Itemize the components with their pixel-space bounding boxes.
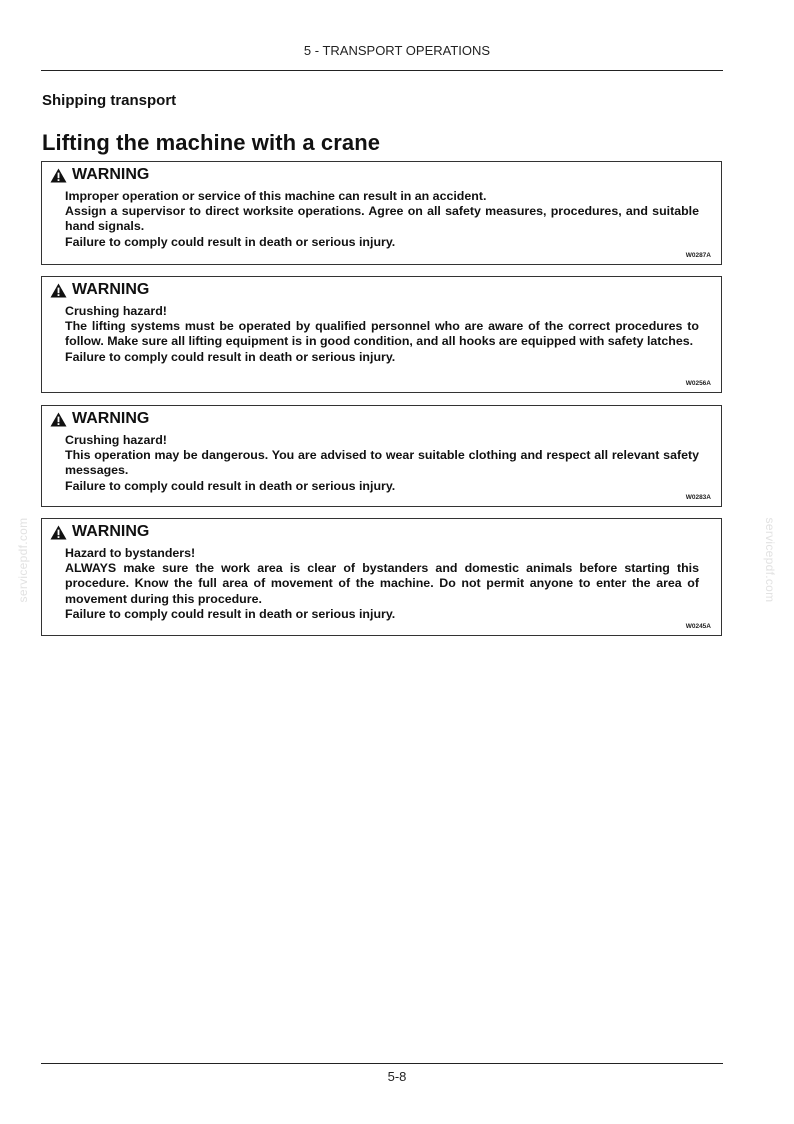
warning-heading [50, 281, 149, 299]
warning-triangle-icon [50, 525, 67, 540]
warning-body [65, 433, 699, 494]
warning-code: W0287A [685, 252, 711, 259]
warning-line: Crushing hazard! [65, 433, 167, 447]
warning-line: Improper operation or service of this machine can result in an accident. [65, 189, 487, 203]
warning-code: W0283A [685, 494, 711, 501]
warning-box-1 [41, 161, 722, 265]
warning-line: Failure to comply could result in death or serious injury. [65, 606, 396, 621]
warning-code: W0256A [685, 380, 711, 387]
footer-divider [41, 1063, 723, 1064]
warning-heading [50, 523, 149, 541]
warning-heading-label: WARNING [72, 523, 150, 540]
warning-triangle-icon [50, 168, 67, 183]
warning-code: W0245A [685, 623, 711, 630]
warning-triangle-icon [50, 283, 67, 298]
warning-line: Failure to comply could result in death or serious injury. [65, 234, 396, 249]
page-title: Lifting the machine with a crane [42, 130, 381, 155]
warning-line: Crushing hazard! [65, 304, 167, 318]
warning-line: ALWAYS make sure the work area is clear of bystanders and domestic animals before starting this procedure. Know the full area of movement of the machine. Do not permit anyone to enter the area of movement during this procedure. [65, 561, 699, 606]
watermark-right: servicepdf.com [763, 517, 777, 603]
running-header: 5 - TRANSPORT OPERATIONS [303, 43, 491, 58]
warning-line: Failure to comply could result in death or serious injury. [65, 349, 396, 364]
warning-triangle-icon [50, 412, 67, 427]
warning-line: Hazard to bystanders! [65, 546, 196, 560]
warning-body [65, 189, 699, 250]
header-divider [41, 70, 723, 71]
warning-box-3 [41, 405, 722, 507]
watermark-left: servicepdf.com [16, 517, 30, 603]
warning-line: Failure to comply could result in death or serious injury. [65, 478, 396, 493]
page-number: 5-8 [387, 1069, 407, 1084]
section-title: Shipping transport [42, 92, 177, 109]
warning-heading-label: WARNING [72, 166, 150, 183]
warning-box-2 [41, 276, 722, 393]
warning-heading [50, 410, 149, 428]
warning-body [65, 546, 699, 622]
warning-line: The lifting systems must be operated by qualified personnel who are aware of the correct procedures to follow. Make sure all lifting equipment is in good condition, and all hooks are equipped with safety latches. [65, 319, 699, 349]
warning-line: Assign a supervisor to direct worksite operations. Agree on all safety measures, procedures, and suitable hand signals. [65, 204, 699, 234]
warning-line: This operation may be dangerous. You are advised to wear suitable clothing and respect all relevant safety messages. [65, 448, 699, 478]
warning-heading-label: WARNING [72, 281, 150, 298]
warning-heading-label: WARNING [72, 410, 150, 427]
warning-body [65, 304, 699, 365]
warning-box-4 [41, 518, 722, 636]
warning-heading [50, 166, 149, 184]
